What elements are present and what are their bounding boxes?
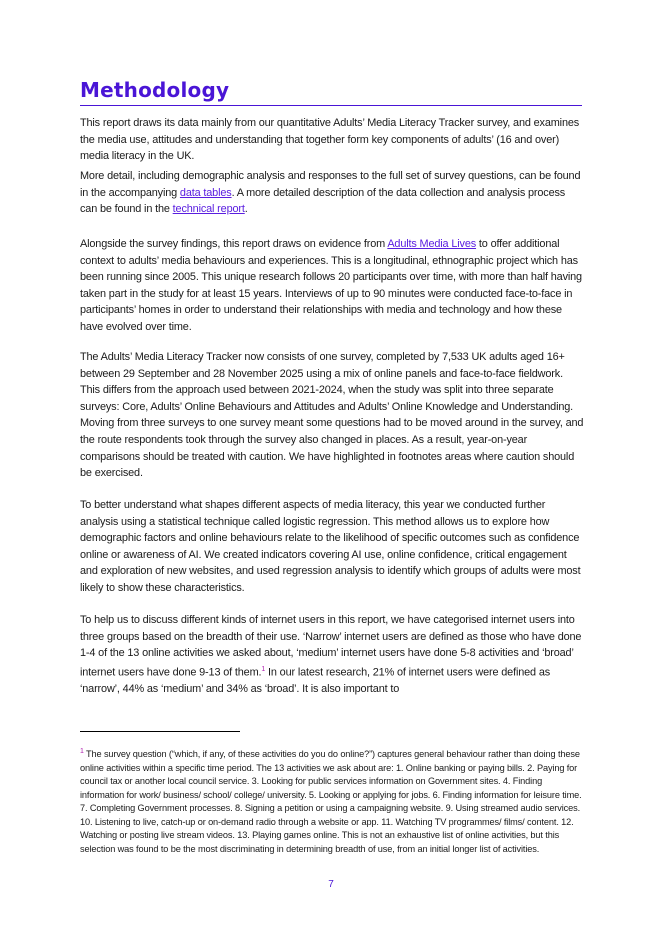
footnote-text: The survey question (“which, if any, of these activities do you do online?”) captures general behaviour rather than doing these online activities within a specific time period. The 13 activities we ask about are: 1. Online banking or paying bills. 2. Paying for council tax or another local council service. 3. Looking for public services information on Government sites. 4. Finding information for work/ business/ school/ college/ university. 5. Looking or applying for jobs. 6. Finding information for leisure time. 7. Completing Government processes. 8. Signing a petition or using a campaigning website. 9. Using streamed audio services. 10. Listening to live, catch-up or on-demand radio through a website or app. 11. Watching TV programmes/ films/ content. 12. Watching or posting live stream videos. 13. Playing games online. This is not an exhaustive list of online activities, but this selection was found to be the most discriminating in determining breadth of use, from an initial longer list of activities. bbox=[80, 749, 582, 854]
technical-report-link[interactable]: technical report bbox=[172, 203, 245, 216]
text: In our latest research, 21% of internet users were defined as ‘narrow’, 44% as ‘medium’ and 34% as ‘broad’. It is also important to bbox=[80, 666, 551, 695]
text: . A more detailed description of the data collection and analysis process can be found in the bbox=[80, 186, 566, 216]
data-tables-link[interactable]: data tables bbox=[179, 186, 232, 199]
footnote bbox=[80, 745, 584, 856]
page-title: Methodology bbox=[80, 78, 230, 102]
paragraph-tracker-survey: The Adults’ Media Literacy Tracker now consists of one survey, completed by 7,533 UK adults aged 16+ between 29 September and 28 November 2025 using a mix of online panels and face-to-face fieldwork. This differs from the approach used between 2021-2024, when the study was split into three separate surveys: Core, Adults’ Online Behaviours and Attitudes and Adults’ Online Knowledge and Understanding. Moving from three surveys to one survey meant some questions had to be moved around in the survey, and the route respondents took through the survey also changed in places. As a result, year-on-year comparisons should be treated with caution. We have highlighted in footnotes areas where caution should be exercised. bbox=[80, 351, 584, 480]
paragraph-data-tables bbox=[80, 168, 584, 218]
paragraph-intro: This report draws its data mainly from our quantitative Adults’ Media Literacy Tracker survey, and examines the media use, attitudes and understanding that together form key components of adults’ (16 and over) media literacy in the UK. bbox=[80, 117, 580, 163]
paragraph-internet-users bbox=[80, 612, 584, 698]
text: More detail, including demographic analysis and responses to the full set of survey questions, can be found in the accompanying bbox=[80, 170, 581, 199]
footnote-number: 1 bbox=[80, 748, 84, 755]
title-underline bbox=[80, 105, 582, 106]
text: to offer additional context to adults’ media behaviours and experiences. This is a longitudinal, ethnographic project which has been running since 2005. This unique research follows 20 participants over time, with more than half having taken part in the study for at least 15 years. Interviews of up to 90 minutes were conducted face-to-face in participants’ homes in order to understand their relationships with media and technology and how these have evolved over time. bbox=[80, 238, 582, 333]
paragraph-regression: To better understand what shapes different aspects of media literacy, this year we conducted further analysis using a statistical technique called logistic regression. This method allows us to explore how demographic factors and online behaviours relate to the likelihood of specific outcomes such as confidence online or awareness of AI. We created indicators covering AI use, online confidence, critical engagement and exploration of new websites, and used regression analysis to identify which groups of adults were most likely to show these characteristics. bbox=[80, 499, 581, 594]
footnote-separator bbox=[80, 731, 240, 732]
text: Alongside the survey findings, this report draws on evidence from bbox=[80, 238, 388, 250]
adults-media-lives-link[interactable]: Adults Media Lives bbox=[387, 238, 477, 250]
paragraph-adults-media-lives bbox=[80, 236, 584, 336]
text: To help us to discuss different kinds of internet users in this report, we have categorised internet users into three groups based on the breadth of their use. ‘Narrow’ internet users are defined as those who have done 1-4 of the 13 online activities we asked about, ‘medium’ internet users have done 5-8 activities and ‘broad’ internet users have done 9-13 of them. bbox=[80, 614, 582, 679]
footnote-reference[interactable]: 1 bbox=[261, 665, 266, 673]
page-number: 7 bbox=[328, 879, 334, 890]
text: . bbox=[244, 203, 248, 216]
